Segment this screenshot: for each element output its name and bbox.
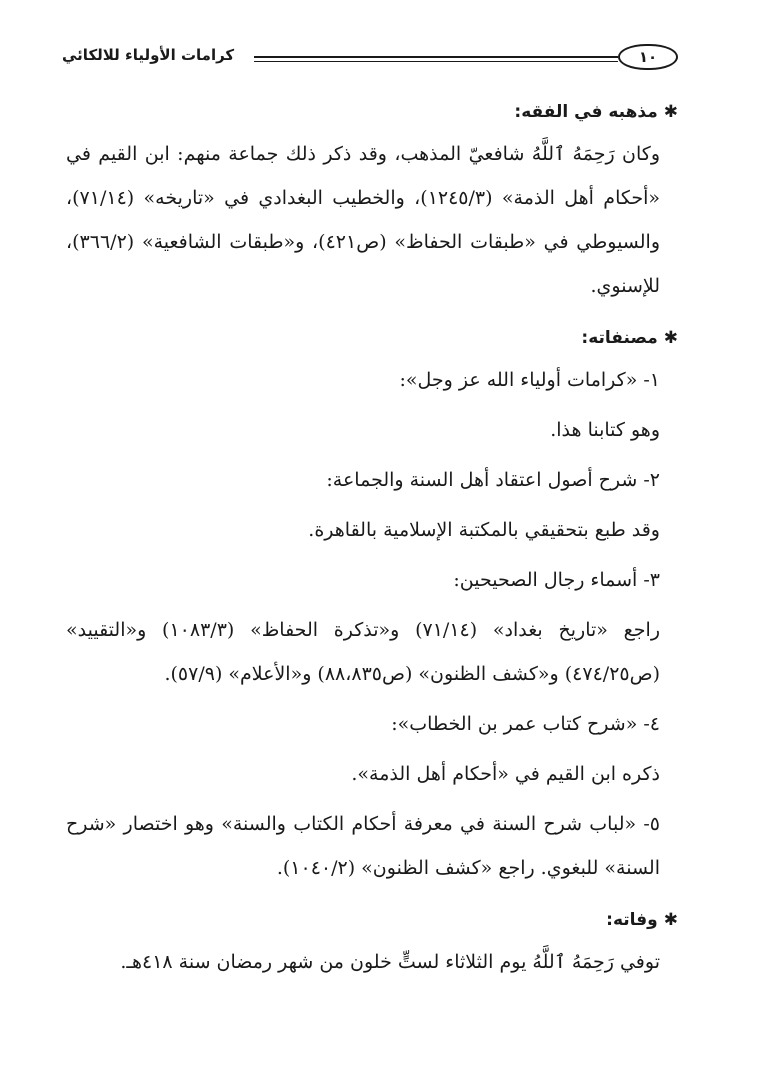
- asterisk-icon: ✱: [663, 910, 678, 930]
- work-item-title: ٢- شرح أصول اعتقاد أهل السنة والجماعة:: [326, 469, 660, 491]
- section-heading-death: ✱وفاته:: [606, 910, 678, 930]
- work-item-note: راجع «تاريخ بغداد» (٧١/١٤) و«تذكرة الحفاظ» (١٠٨٣/٣) و«التقييد» (ص٤٧٤/٢٥) و«كشف الظنون» (ص٨٨،٨٣٥) و«الأعلام» (٥٧/٩).: [66, 619, 660, 685]
- work-item-title: ٥- «لباب شرح السنة في معرفة أحكام الكتاب والسنة» وهو اختصار «شرح السنة» للبغوي. راجع «كشف الظنون» (١٠٤٠/٢).: [66, 813, 660, 879]
- work-item-note: ذكره ابن القيم في «أحكام أهل الذمة».: [351, 763, 660, 785]
- asterisk-icon: ✱: [663, 102, 678, 122]
- running-title: كرامات الأولياء للالكائي: [62, 46, 235, 64]
- page-body: [66, 92, 678, 984]
- page-number: ١٠: [618, 44, 678, 70]
- paragraph-death: توفي رَحِمَهُ ٱللَّهُ يوم الثلاثاء لستٍّ خلون من شهر رمضان سنة ٤١٨هـ.: [120, 951, 660, 973]
- asterisk-icon: ✱: [663, 328, 678, 348]
- work-item-title: ٣- أسماء رجال الصحيحين:: [453, 569, 660, 591]
- page-header: [62, 40, 678, 80]
- work-item-note: وهو كتابنا هذا.: [550, 419, 660, 441]
- header-rule: [254, 56, 618, 58]
- section-heading-works: ✱مصنفاته:: [581, 328, 678, 348]
- work-item-title: ١- «كرامات أولياء الله عز وجل»:: [399, 369, 660, 391]
- work-item-title: ٤- «شرح كتاب عمر بن الخطاب»:: [391, 713, 660, 735]
- work-item-note: وقد طبع بتحقيقي بالمكتبة الإسلامية بالقاهرة.: [308, 519, 660, 541]
- paragraph-madhhab: وكان رَحِمَهُ ٱللَّهُ شافعيّ المذهب، وقد ذكر ذلك جماعة منهم: ابن القيم في «أحكام أهل الذمة» (١٢٤٥/٣)، والخطيب البغدادي في «تاريخه» (٧١/١٤)، والسيوطي في «طبقات الحفاظ» (ص٤٢١)، و«طبقات الشافعية» (٣٦٦/٢)، للإسنوي.: [66, 143, 660, 297]
- section-heading-madhhab: ✱مذهبه في الفقه:: [514, 102, 678, 122]
- header-rule-thin: [254, 61, 618, 62]
